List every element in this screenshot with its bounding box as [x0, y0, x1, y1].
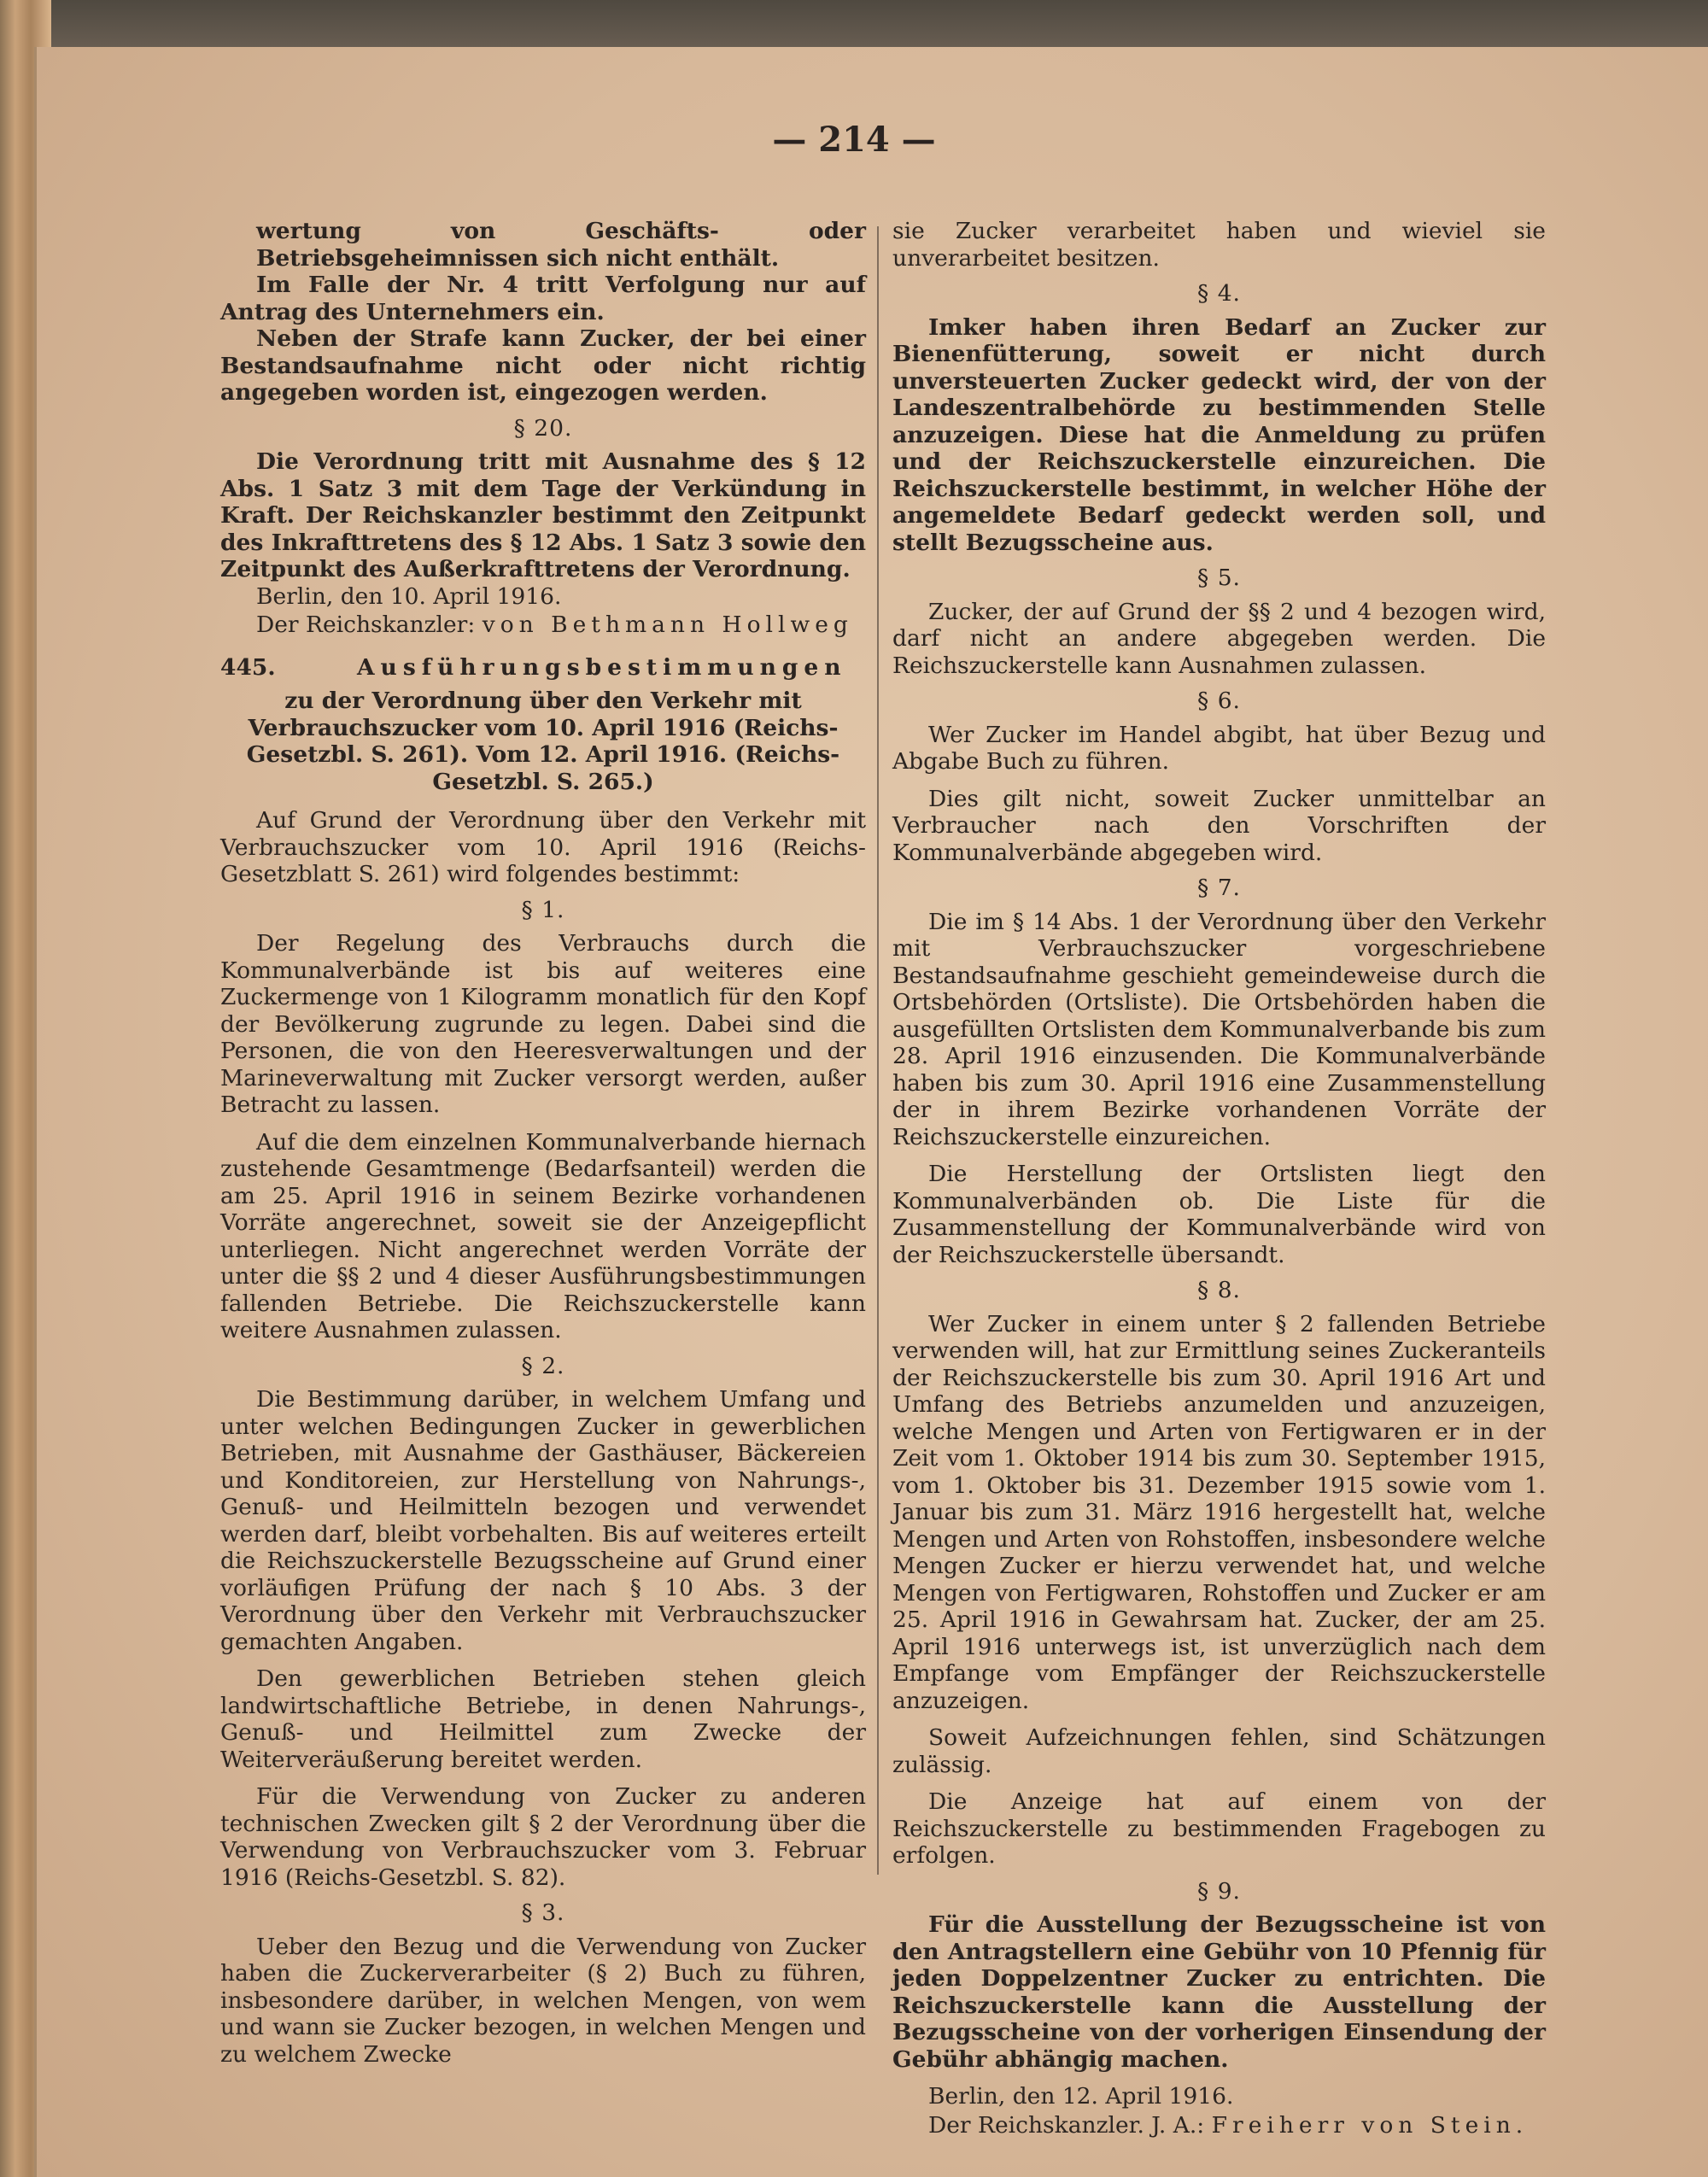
column-divider — [877, 226, 879, 1875]
place-date: Berlin, den 10. April 1916. — [256, 582, 562, 610]
signature-name: von Bethmann Hollweg — [482, 612, 853, 638]
section-heading: § 2. — [521, 1352, 565, 1379]
page-number: — 214 — — [772, 120, 936, 160]
signature-name: Freiherr von Stein. — [1211, 2111, 1529, 2139]
signature-line — [220, 612, 866, 639]
section-heading: § 20. — [513, 414, 573, 442]
paragraph: Imker haben ihren Bedarf an Zucker zur Bienenfütterung, soweit er nicht durch unversteuerten Zucker gedeckt wird, der von der Landeszentralbehörde zu bestimmenden Stelle anzuzeigen. Diese hat die Anmeldung zu prüfen und der Reichszuckerstelle einzureichen. Die Reichszuckerstelle bestimmt, in welcher Höhe der angemeldete Bedarf gedeckt werden soll, und stellt Bezugsscheine aus. — [892, 313, 1546, 556]
paragraph: Die Verordnung tritt mit Ausnahme des § 12 Abs. 1 Satz 3 mit dem Tage der Verkündung in Kraft. Der Reichskanzler bestimmt den Zeitpunkt des Inkrafttretens des § 12 Abs. 1 Satz 3 sowie den Zeitpunkt des Außerkrafttretens der Verordnung. — [220, 448, 866, 582]
paragraph: Wer Zucker im Handel abgibt, hat über Bezug und Abgabe Buch zu führen. — [892, 721, 1546, 775]
paragraph: Der Regelung des Verbrauchs durch die Kommunalverbände ist bis auf weiteres eine Zuckermenge von 1 Kilogramm monatlich für den Kopf der Bevölkerung zugrunde zu legen. Dabei sind die Personen, die von den Heeresverwaltungen und der Marineverwaltung mit Zucker versorgt werden, außer Betracht zu lassen. — [220, 930, 866, 1118]
continuation-text: wertung von Geschäfts- oder Betriebsgeheimnissen sich nicht enthält. — [256, 218, 866, 272]
section-heading: § 8. — [1197, 1277, 1241, 1303]
section-heading: § 6. — [1197, 688, 1241, 714]
item-heading — [220, 654, 866, 682]
paragraph: Zucker, der auf Grund der §§ 2 und 4 bezogen wird, darf nicht an andere abgegeben werden. Die Reichszuckerstelle kann Ausnahmen zulassen. — [892, 598, 1546, 679]
paragraph: Soweit Aufzeichnungen fehlen, sind Schätzungen zulässig. — [892, 1724, 1546, 1778]
paragraph: Die Anzeige hat auf einem von der Reichszuckerstelle zu bestimmenden Fragebogen zu erfolgen. — [892, 1788, 1546, 1869]
section-heading: § 5. — [1197, 565, 1241, 591]
paragraph: Für die Ausstellung der Bezugsscheine ist von den Antragstellern eine Gebühr von 10 Pfennig für jeden Doppelzentner Zucker zu entrichten. Die Reichszuckerstelle kann die Ausstellung der Bezugsscheine von der vorherigen Einsendung der Gebühr abhängig machen. — [892, 1911, 1546, 2073]
section-heading: § 1. — [521, 896, 565, 923]
signature-role: Der Reichskanzler: — [256, 612, 476, 638]
paragraph: Neben der Strafe kann Zucker, der bei einer Bestandsaufnahme nicht oder nicht richtig angegeben worden ist, eingezogen werden. — [220, 325, 866, 406]
paragraph: Die Herstellung der Ortslisten liegt den Kommunalverbänden ob. Die Liste für die Zusammenstellung der Kommunalverbände wird von der Reichszuckerstelle übersandt. — [892, 1161, 1546, 1268]
paragraph: Im Falle der Nr. 4 tritt Verfolgung nur auf Antrag des Unternehmers ein. — [220, 272, 866, 325]
section-heading: § 3. — [521, 1899, 565, 1926]
paragraph: Die Bestimmung darüber, in welchem Umfang und unter welchen Bedingungen Zucker in gewerblichen Betrieben, mit Ausnahme der Gasthäuser, Bäckereien und Konditoreien, zur Herstellung von Nahrungs-, Genuß- und Heilmitteln bezogen und verwendet werden darf, bleibt vorbehalten. Bis auf weiteres erteilt die Reichszuckerstelle Bezugsscheine auf Grund einer vorläufigen Prüfung der nach § 10 Abs. 3 der Verordnung über den Verkehr mit Verbrauchszucker gemachten Angaben. — [220, 1386, 866, 1655]
paragraph: Wer Zucker in einem unter § 2 fallenden Betriebe verwenden will, hat zur Ermittlung seines Zuckeranteils der Reichszuckerstelle bis zum 30. April 1916 Art und Umfang des Betriebs anzumelden und anzuzeigen, welche Mengen und Arten von Fertigwaren er in der Zeit vom 1. Oktober 1914 bis zum 30. September 1915, vom 1. Oktober bis 31. Dezember 1915 sowie vom 1. Januar bis zum 31. März 1916 hergestellt hat, welche Mengen und Arten von Rohstoffen, insbesondere welche Mengen Zucker er hierzu verwendet hat, und welche Mengen von Fertigwaren, Rohstoffen und Zucker er am 25. April 1916 in Gewahrsam hat. Zucker, der am 25. April 1916 unterwegs ist, ist unverzüglich nach dem Empfange vom Empfänger der Reichszuckerstelle anzuzeigen. — [892, 1310, 1546, 1714]
left-column — [220, 218, 866, 2068]
place-date: Berlin, den 12. April 1916. — [928, 2083, 1234, 2110]
paragraph: Den gewerblichen Betrieben stehen gleich landwirtschaftliche Betriebe, in denen Nahrungs-, Genuß- und Heilmittel zum Zwecke der Weiterveräußerung bereitet werden. — [220, 1665, 866, 1773]
paragraph: Für die Verwendung von Zucker zu anderen technischen Zwecken gilt § 2 der Verordnung über die Verwendung von Verbrauchszucker vom 3. Februar 1916 (Reichs-Gesetzbl. S. 82). — [220, 1783, 866, 1891]
paragraph: Auf Grund der Verordnung über den Verkehr mit Verbrauchszucker vom 10. April 1916 (Reichs-Gesetzblatt S. 261) wird folgendes bestimmt: — [220, 807, 866, 887]
signature-line — [892, 2112, 1546, 2139]
item-subtitle: zu der Verordnung über den Verkehr mit Verbrauchszucker vom 10. April 1916 (Reichs-Gesetzbl. S. 261). Vom 12. April 1916. (Reichs-Gesetzbl. S. 265.) — [246, 688, 840, 795]
item-title: Ausführungsbestimmungen — [357, 653, 847, 681]
right-column — [892, 218, 1546, 2139]
paragraph: Dies gilt nicht, soweit Zucker unmittelbar an Verbraucher nach den Vorschriften der Kommunalverbände abgegeben wird. — [892, 785, 1546, 866]
paragraph: Ueber den Bezug und die Verwendung von Zucker haben die Zuckerverarbeiter (§ 2) Buch zu führen, insbesondere darüber, in welchen Mengen, von wem und wann sie Zucker bezogen, in welchen Mengen und zu welchem Zwecke — [220, 1933, 866, 2068]
continuation-text: sie Zucker verarbeitet haben und wieviel sie unverarbeitet besitzen. — [892, 218, 1546, 272]
section-heading: § 7. — [1197, 875, 1241, 901]
section-heading: § 4. — [1197, 280, 1241, 307]
item-number: 445. — [220, 653, 276, 681]
signature-role: Der Reichskanzler. J. A.: — [928, 2111, 1205, 2139]
section-heading: § 9. — [1197, 1877, 1241, 1905]
paragraph: Die im § 14 Abs. 1 der Verordnung über den Verkehr mit Verbrauchszucker vorgeschriebene Bestandsaufnahme geschieht gemeindeweise durch die Ortsbehörden (Ortsliste). Die Ortsbehörden haben die ausgefüllten Ortslisten dem Kommunalverbande bis zum 28. April 1916 einzusenden. Die Kommunalverbände haben bis zum 30. April 1916 eine Zusammenstellung der in ihrem Bezirke vorhandenen Vorräte der Reichszuckerstelle einzureichen. — [892, 908, 1546, 1150]
paragraph: Auf die dem einzelnen Kommunalverbande hiernach zustehende Gesamtmenge (Bedarfsanteil) werden die am 25. April 1916 in seinem Bezirke vorhandenen Vorräte angerechnet, soweit sie der Anzeigepflicht unterliegen. Nicht angerechnet werden Vorräte der unter die §§ 2 und 4 dieser Ausführungsbestimmungen fallenden Betriebe. Die Reichszuckerstelle kann weitere Ausnahmen zulassen. — [220, 1128, 866, 1343]
